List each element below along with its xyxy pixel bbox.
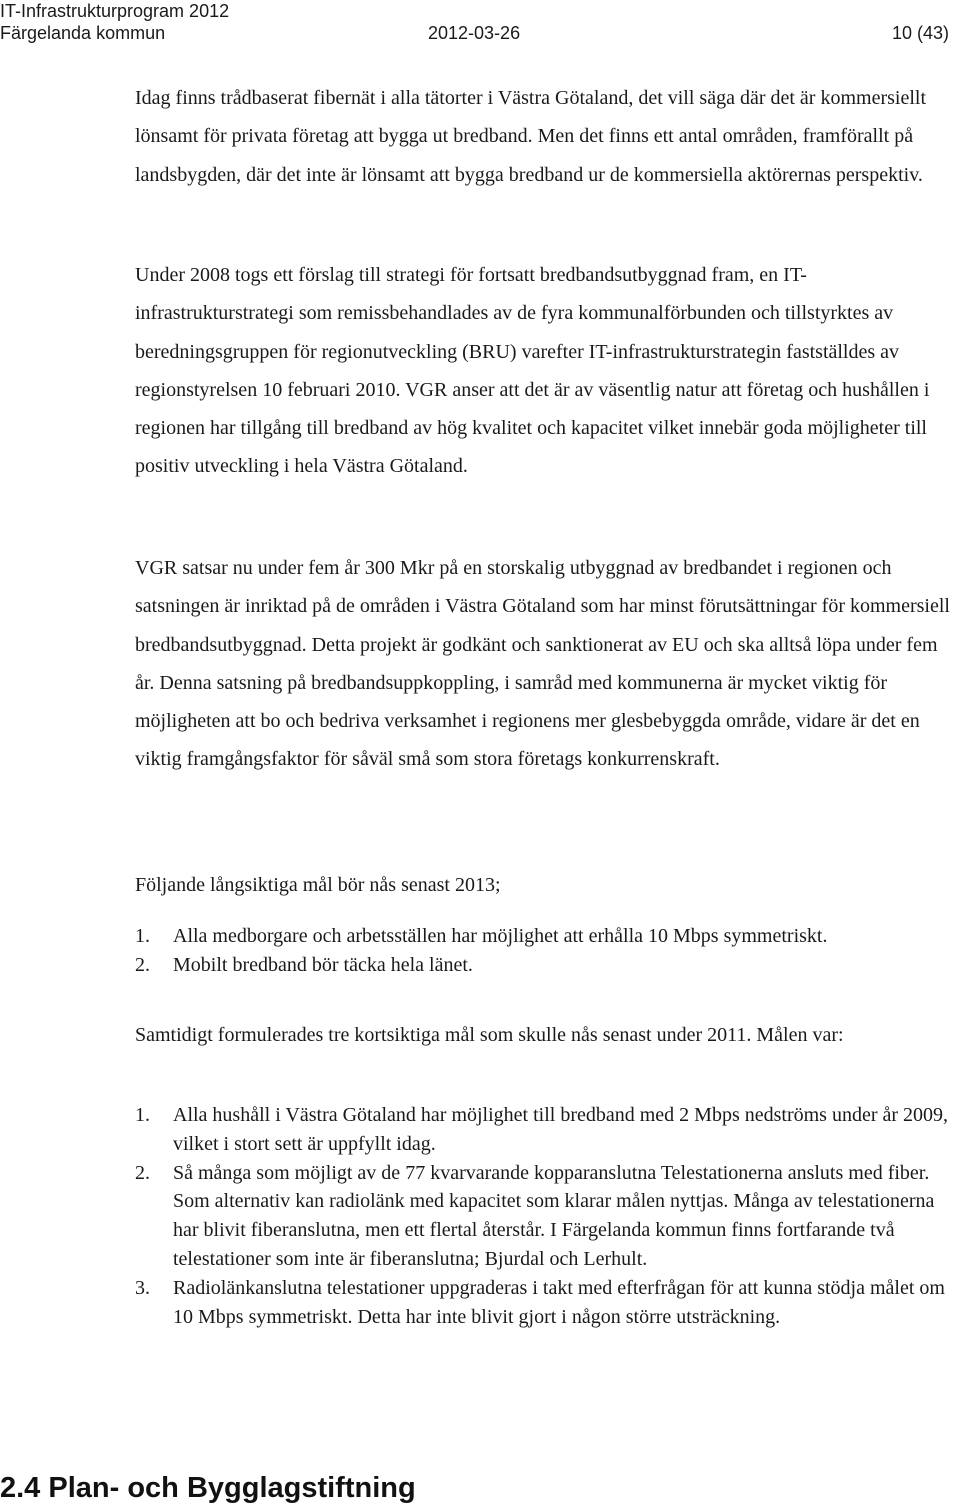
list-item (135, 922, 960, 951)
paragraph-long-term-goals-intro: Följande långsiktiga mål bör nås senast 2013; (135, 874, 501, 896)
document-header-date: 2012-03-26 (428, 23, 521, 43)
list-item (135, 1159, 960, 1274)
list-item-text: Alla medborgare och arbetsställen har möjlighet att erhålla 10 Mbps symmetriskt. (173, 925, 828, 947)
document-header-organization: Färgelanda kommun (0, 23, 166, 43)
list-item-number: 2. (135, 1161, 150, 1184)
list-item-text: Radiolänkanslutna telestationer uppgraderas i takt med efterfrågan för att kunna stödja målet om 10 Mbps symmetriskt. Detta har inte blivit gjort i någon större utsträckning. (173, 1276, 945, 1328)
page-number: 10 (43) (892, 23, 950, 43)
list-item-number: 3. (135, 1276, 150, 1299)
long-term-goals-list (135, 922, 960, 980)
list-item (135, 1101, 960, 1159)
list-item-text: Alla hushåll i Västra Götaland har möjlighet till bredband med 2 Mbps nedströms under år 2009, vilket i stort sett är uppfyllt idag. (173, 1104, 949, 1155)
list-item (135, 1274, 960, 1332)
paragraph-vgr-investment: VGR satsar nu under fem år 300 Mkr på en storskalig utbyggnad av bredbandet i regionen och satsningen är inriktad på de områden i Västra Götaland som har minst förutsättningar för kommersiell bredbandsutbyggnad. Detta projekt är godkänt och sanktionerat av EU och ska alltså löpa under fem år. Denna satsning på bredbandsuppkoppling, i samråd med kommunerna är mycket viktig för möjligheten att bo och bedriva verksamhet i regionens mer glesbebyggda område, vidare är det en viktig framgångsfaktor för såväl små som stora företags konkurrenskraft. (135, 557, 950, 771)
section-heading: 2.4 Plan- och Bygglagstiftning (0, 1472, 416, 1504)
paragraph-strategy-2008: Under 2008 togs ett förslag till strategi för fortsatt bredbandsutbyggnad fram, en IT-infrastrukturstrategi som remissbehandlades av de fyra kommunalförbunden och tillstyrktes av beredningsgruppen för regionutveckling (BRU) varefter IT-infrastrukturstrategin fastställdes av regionstyrelsen 10 februari 2010. VGR anser att det är av väsentlig natur att företag och hushållen i regionen har tillgång till bredband av hög kvalitet och kapacitet vilket innebär goda möjligheter till positiv utveckling i hela Västra Götaland. (135, 264, 930, 478)
list-item-text: Så många som möjligt av de 77 kvarvarande kopparanslutna Telestationerna ansluts med fiber. Som alternativ kan radiolänk med kapacitet som klarar målen nyttjas. Många av telestationerna har blivit fiberanslutna, men ett flertal återstår. I Färgelanda kommun finns fortfarande två telestationer som inte är fiberanslutna; Bjurdal och Lerhult. (173, 1161, 935, 1270)
list-item (135, 951, 960, 980)
list-item-number: 1. (135, 1104, 150, 1126)
paragraph-fiber-network: Idag finns trådbaserat fibernät i alla tätorter i Västra Götaland, det vill säga där det är kommersiellt lönsamt för privata företag att bygga ut bredband. Men det finns ett antal områden, framförallt på landsbygden, där det inte är lönsamt att bygga bredband ur de kommersiella aktörernas perspektiv. (135, 87, 927, 186)
list-item-number: 2. (135, 953, 150, 976)
list-item-number: 1. (135, 925, 150, 947)
paragraph-short-term-goals-intro: Samtidigt formulerades tre kortsiktiga mål som skulle nås senast under 2011. Målen var: (135, 1024, 844, 1046)
list-item-text: Mobilt bredband bör täcka hela länet. (173, 953, 473, 976)
short-term-goals-list (135, 1101, 960, 1331)
document-header-title: IT-Infrastrukturprogram 2012 (0, 1, 230, 21)
